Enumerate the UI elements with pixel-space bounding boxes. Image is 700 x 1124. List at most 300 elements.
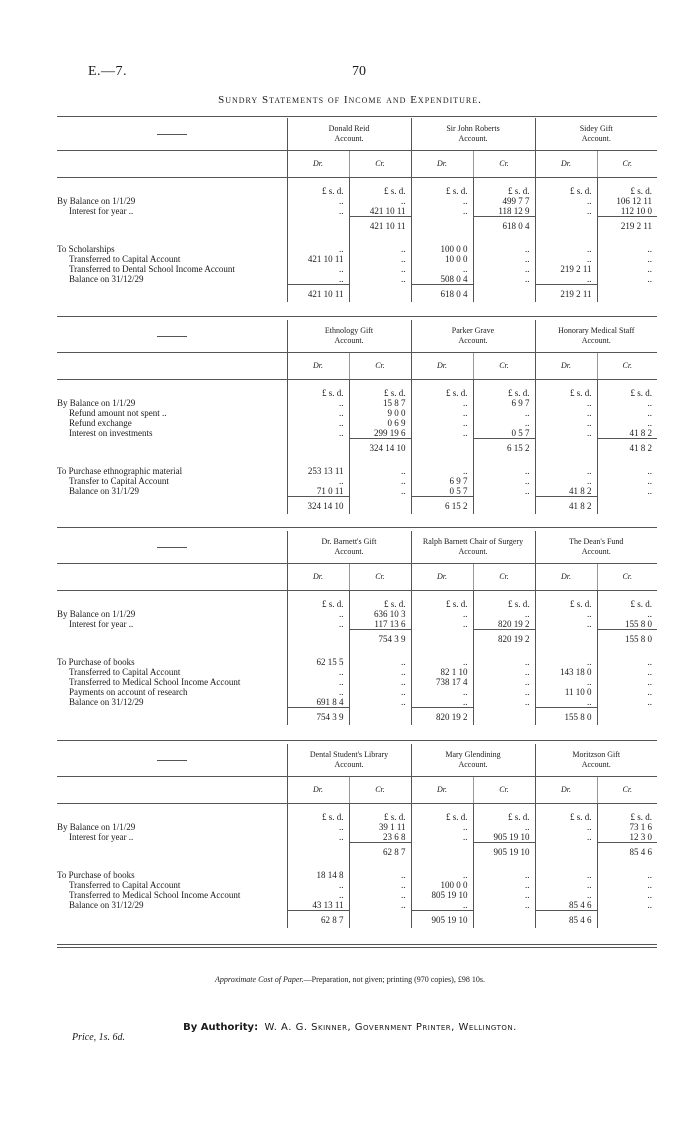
amount-cell: 6 9 7	[411, 476, 473, 486]
account-name: Mary Glendining	[445, 750, 501, 759]
total-label	[57, 630, 287, 648]
amount-cell: ..	[349, 264, 411, 274]
total-cell: 85 4 6	[597, 843, 657, 861]
amount-cell: ..	[411, 428, 473, 439]
amount-cell: ..	[535, 418, 597, 428]
dr-heading: Dr.	[287, 353, 349, 380]
amount-cell: ..	[535, 832, 597, 843]
spacer	[411, 234, 473, 244]
amount-cell: 15 8 7	[349, 398, 411, 408]
spacer	[597, 456, 657, 466]
entry-text: Transferred to Dental School Income Account	[69, 264, 235, 274]
amount-cell: 100 0 0	[411, 244, 473, 254]
amount-cell: ..	[535, 822, 597, 832]
account-name: Honorary Medical Staff	[558, 326, 635, 335]
amount-cell: 905 19 10	[473, 832, 535, 843]
rule	[57, 116, 657, 117]
amount-cell: ..	[473, 667, 535, 677]
total-cell: 324 14 10	[349, 439, 411, 457]
entry-label	[57, 619, 287, 630]
spacer	[411, 591, 473, 600]
spacer	[349, 456, 411, 466]
spacer	[349, 234, 411, 244]
account-sub: Account.	[458, 547, 488, 556]
amount-cell: 82 1 10	[411, 667, 473, 677]
total-cell: 6 15 2	[473, 439, 535, 457]
total-label	[57, 708, 287, 726]
amount-cell: ..	[411, 264, 473, 274]
cr-heading: Cr.	[597, 564, 657, 591]
total-cell	[597, 285, 657, 303]
amount-cell: ..	[597, 870, 657, 880]
currency-heading: £ s. d.	[597, 388, 657, 398]
spacer	[57, 178, 287, 187]
spacer	[411, 804, 473, 813]
spacer	[411, 456, 473, 466]
currency-heading: £ s. d.	[535, 388, 597, 398]
total-cell	[535, 843, 597, 861]
total-cell: 219 2 11	[535, 285, 597, 303]
spacer	[597, 804, 657, 813]
total-cell: 62 8 7	[349, 843, 411, 861]
entry-label	[57, 890, 287, 900]
spacer	[597, 591, 657, 600]
entry-text: Transfer to Capital Account	[69, 476, 169, 486]
entry-label	[57, 657, 287, 667]
account-header	[287, 320, 411, 353]
amount-cell: 143 18 0	[535, 667, 597, 677]
amount-cell: ..	[535, 408, 597, 418]
rule	[57, 316, 657, 317]
currency-heading: £ s. d.	[597, 186, 657, 196]
amount-cell: ..	[535, 677, 597, 687]
amount-cell: ..	[411, 398, 473, 408]
currency-heading: £ s. d.	[287, 388, 349, 398]
entry-text: Payments on account of research	[69, 687, 188, 697]
amount-cell: ..	[535, 206, 597, 217]
dr-heading: Dr.	[535, 353, 597, 380]
amount-cell: 0 5 7	[473, 428, 535, 439]
amount-cell: ..	[349, 667, 411, 677]
spacer	[473, 860, 535, 870]
amount-cell: ..	[473, 890, 535, 900]
currency-heading: £ s. d.	[411, 186, 473, 196]
header-blank	[57, 531, 287, 564]
entry-text: Interest for year ..	[69, 206, 134, 216]
amount-cell: 106 12 11	[597, 196, 657, 206]
amount-cell: ..	[535, 398, 597, 408]
amount-cell: 508 0 4	[411, 274, 473, 285]
amount-cell: ..	[473, 880, 535, 890]
entry-text: By Balance on 1/1/29	[57, 196, 136, 206]
total-cell: 155 8 0	[597, 630, 657, 648]
currency-heading: £ s. d.	[597, 812, 657, 822]
spacer	[411, 647, 473, 657]
amount-cell: ..	[411, 832, 473, 843]
document-reference: E.—7.	[88, 64, 128, 79]
entry-label	[57, 264, 287, 274]
amount-cell: ..	[535, 609, 597, 619]
amount-cell: ..	[535, 196, 597, 206]
total-cell	[349, 497, 411, 515]
spacer	[473, 591, 535, 600]
amount-cell: 43 13 11	[287, 900, 349, 911]
entry-label	[57, 196, 287, 206]
amount-cell: ..	[349, 890, 411, 900]
amount-cell: ..	[473, 466, 535, 476]
account-sub: Account.	[581, 134, 611, 143]
statement-block	[57, 118, 657, 302]
entry-text: Refund exchange	[69, 418, 132, 428]
entry-label	[57, 206, 287, 217]
amount-cell: ..	[473, 900, 535, 911]
entry-text: Interest for year ..	[69, 619, 134, 629]
currency-heading: £ s. d.	[473, 599, 535, 609]
price: Price, 1s. 6d.	[72, 1032, 126, 1043]
cr-heading: Cr.	[349, 564, 411, 591]
total-cell	[473, 285, 535, 303]
account-name: Ralph Barnett Chair of Surgery	[422, 537, 524, 546]
account-sub: Account.	[581, 760, 611, 769]
amount-cell: ..	[349, 466, 411, 476]
entry-label	[57, 476, 287, 486]
amount-cell: ..	[411, 657, 473, 667]
spacer	[349, 647, 411, 657]
account-sub: Account.	[581, 336, 611, 345]
total-cell	[411, 630, 473, 648]
total-cell: 820 19 2	[411, 708, 473, 726]
entry-label	[57, 832, 287, 843]
amount-cell: ..	[597, 398, 657, 408]
label-blank	[57, 151, 287, 178]
entry-text: Transferred to Capital Account	[69, 254, 181, 264]
spacer	[535, 591, 597, 600]
amount-cell: ..	[535, 880, 597, 890]
entry-text: By Balance on 1/1/29	[57, 822, 136, 832]
currency-heading: £ s. d.	[411, 599, 473, 609]
cr-heading: Cr.	[349, 777, 411, 804]
account-sub: Account.	[458, 760, 488, 769]
amount-cell: ..	[287, 667, 349, 677]
entry-label	[57, 254, 287, 264]
amount-cell: ..	[535, 619, 597, 630]
amount-cell: ..	[287, 264, 349, 274]
spacer	[287, 647, 349, 657]
amount-cell: 18 14 8	[287, 870, 349, 880]
entry-text: To Purchase of books	[57, 870, 135, 880]
spacer	[535, 647, 597, 657]
currency-heading: £ s. d.	[473, 186, 535, 196]
entry-text: Balance on 31/12/29	[69, 697, 144, 707]
label-blank	[57, 812, 287, 822]
currency-heading: £ s. d.	[349, 388, 411, 398]
total-cell: 421 10 11	[349, 217, 411, 235]
amount-cell: ..	[535, 254, 597, 264]
entry-label	[57, 486, 287, 497]
total-cell	[287, 217, 349, 235]
spacer	[287, 591, 349, 600]
spacer	[57, 380, 287, 389]
entry-text: Balance on 31/12/29	[69, 900, 144, 910]
amount-cell: ..	[597, 667, 657, 677]
spacer	[597, 380, 657, 389]
entry-text: Balance on 31/12/29	[69, 274, 144, 284]
amount-cell: ..	[287, 687, 349, 697]
spacer	[57, 860, 287, 870]
amount-cell: 9 0 0	[349, 408, 411, 418]
double-rule	[57, 944, 657, 948]
amount-cell: ..	[287, 418, 349, 428]
total-cell	[535, 630, 597, 648]
amount-cell: ..	[287, 832, 349, 843]
entry-label	[57, 408, 287, 418]
amount-cell: 691 8 4	[287, 697, 349, 708]
entry-text: Interest on investments	[69, 428, 153, 438]
amount-cell: ..	[535, 274, 597, 285]
entry-text: Refund amount not spent ..	[69, 408, 167, 418]
account-sub: Account.	[581, 547, 611, 556]
entry-text: To Purchase ethnographic material	[57, 466, 183, 476]
currency-heading: £ s. d.	[473, 388, 535, 398]
amount-cell: ..	[473, 476, 535, 486]
label-blank	[57, 599, 287, 609]
amount-cell: 805 19 10	[411, 890, 473, 900]
amount-cell: ..	[349, 274, 411, 285]
account-name: Ethnology Gift	[324, 326, 374, 335]
dr-heading: Dr.	[535, 564, 597, 591]
amount-cell: ..	[597, 609, 657, 619]
amount-cell: 421 10 11	[287, 254, 349, 264]
amount-cell: ..	[473, 244, 535, 254]
total-cell	[411, 439, 473, 457]
amount-cell: 73 1 6	[597, 822, 657, 832]
account-name: Dr. Barnett's Gift	[321, 537, 377, 546]
page-number: 70	[352, 64, 366, 79]
account-name: Donald Reid	[328, 124, 370, 133]
currency-heading: £ s. d.	[287, 599, 349, 609]
spacer	[57, 804, 287, 813]
total-cell	[473, 911, 535, 929]
amount-cell: ..	[535, 466, 597, 476]
amount-cell: ..	[349, 486, 411, 497]
amount-cell: ..	[473, 822, 535, 832]
amount-cell: ..	[287, 428, 349, 439]
total-cell: 905 19 10	[473, 843, 535, 861]
authority-text: W. A. G. Skinner, Government Printer, Wellington.	[264, 1022, 517, 1033]
entry-label	[57, 428, 287, 439]
amount-cell: ..	[473, 697, 535, 708]
amount-cell: 39 1 11	[349, 822, 411, 832]
entry-label	[57, 822, 287, 832]
amount-cell: 62 15 5	[287, 657, 349, 667]
amount-cell: 41 8 2	[597, 428, 657, 439]
amount-cell: 636 10 3	[349, 609, 411, 619]
entry-label	[57, 398, 287, 408]
amount-cell: ..	[597, 466, 657, 476]
total-cell: 41 8 2	[535, 497, 597, 515]
total-label	[57, 217, 287, 235]
amount-cell: ..	[411, 822, 473, 832]
account-header	[411, 744, 535, 777]
label-blank	[57, 564, 287, 591]
amount-cell: ..	[349, 657, 411, 667]
spacer	[287, 380, 349, 389]
amount-cell: ..	[411, 609, 473, 619]
total-cell	[349, 708, 411, 726]
amount-cell: ..	[349, 476, 411, 486]
account-header	[411, 118, 535, 151]
total-cell: 421 10 11	[287, 285, 349, 303]
currency-heading: £ s. d.	[473, 812, 535, 822]
amount-cell: ..	[597, 264, 657, 274]
currency-heading: £ s. d.	[535, 599, 597, 609]
spacer	[535, 234, 597, 244]
label-blank	[57, 777, 287, 804]
total-cell: 6 15 2	[411, 497, 473, 515]
spacer	[597, 860, 657, 870]
amount-cell: ..	[411, 196, 473, 206]
account-header	[535, 320, 657, 353]
spacer	[535, 456, 597, 466]
amount-cell: ..	[535, 697, 597, 708]
total-cell	[349, 911, 411, 929]
amount-cell: ..	[411, 408, 473, 418]
cost-note	[0, 975, 700, 984]
amount-cell: ..	[597, 657, 657, 667]
amount-cell: 41 8 2	[535, 486, 597, 497]
dr-heading: Dr.	[411, 151, 473, 178]
amount-cell: 219 2 11	[535, 264, 597, 274]
currency-heading: £ s. d.	[411, 388, 473, 398]
total-label	[57, 285, 287, 303]
amount-cell: ..	[287, 677, 349, 687]
amount-cell: 112 10 0	[597, 206, 657, 217]
statement-table	[57, 531, 657, 725]
amount-cell: 253 13 11	[287, 466, 349, 476]
spacer	[57, 647, 287, 657]
amount-cell: ..	[349, 870, 411, 880]
amount-cell: 12 3 0	[597, 832, 657, 843]
amount-cell: ..	[597, 880, 657, 890]
amount-cell: ..	[535, 657, 597, 667]
amount-cell: ..	[473, 687, 535, 697]
cr-heading: Cr.	[473, 151, 535, 178]
dr-heading: Dr.	[287, 151, 349, 178]
spacer	[473, 647, 535, 657]
account-name: Moritzson Gift	[572, 750, 621, 759]
cr-heading: Cr.	[473, 353, 535, 380]
amount-cell: ..	[411, 870, 473, 880]
dr-heading: Dr.	[287, 777, 349, 804]
currency-heading: £ s. d.	[287, 186, 349, 196]
spacer	[473, 178, 535, 187]
account-sub: Account.	[458, 134, 488, 143]
entry-label	[57, 667, 287, 677]
amount-cell: ..	[287, 476, 349, 486]
total-cell	[597, 911, 657, 929]
total-cell	[411, 217, 473, 235]
amount-cell: ..	[411, 900, 473, 911]
account-header	[411, 531, 535, 564]
cr-heading: Cr.	[473, 564, 535, 591]
account-sub: Account.	[334, 134, 364, 143]
amount-cell: ..	[473, 657, 535, 667]
entry-text: To Purchase of books	[57, 657, 135, 667]
currency-heading: £ s. d.	[349, 599, 411, 609]
spacer	[349, 178, 411, 187]
header-blank	[57, 320, 287, 353]
amount-cell: ..	[349, 244, 411, 254]
amount-cell: ..	[597, 486, 657, 497]
total-cell: 820 19 2	[473, 630, 535, 648]
spacer	[411, 178, 473, 187]
entry-text: Balance on 31/1/29	[69, 486, 139, 496]
spacer	[57, 234, 287, 244]
entry-label	[57, 900, 287, 911]
amount-cell: 100 0 0	[411, 880, 473, 890]
spacer	[349, 380, 411, 389]
entry-label	[57, 677, 287, 687]
spacer	[535, 804, 597, 813]
amount-cell: ..	[349, 880, 411, 890]
amount-cell: ..	[411, 466, 473, 476]
amount-cell: 421 10 11	[349, 206, 411, 217]
account-header	[287, 118, 411, 151]
account-sub: Account.	[334, 547, 364, 556]
account-header	[287, 744, 411, 777]
amount-cell: ..	[411, 619, 473, 630]
total-cell: 155 8 0	[535, 708, 597, 726]
account-name: The Dean's Fund	[569, 537, 624, 546]
amount-cell: ..	[349, 687, 411, 697]
total-cell	[287, 439, 349, 457]
amount-cell: ..	[349, 254, 411, 264]
account-name: Dental Student's Library	[309, 750, 389, 759]
currency-heading: £ s. d.	[349, 812, 411, 822]
amount-cell: ..	[597, 408, 657, 418]
entry-text: To Scholarships	[57, 244, 115, 254]
statement-table	[57, 320, 657, 514]
amount-cell: ..	[287, 196, 349, 206]
total-label	[57, 497, 287, 515]
spacer	[473, 380, 535, 389]
amount-cell: ..	[473, 609, 535, 619]
cost-label: Approximate Cost of Paper.	[215, 975, 304, 984]
amount-cell: ..	[287, 822, 349, 832]
total-cell: 219 2 11	[597, 217, 657, 235]
entry-text: Transferred to Medical School Income Account	[69, 677, 241, 687]
amount-cell: 11 10 0	[535, 687, 597, 697]
authority-label: By Authority:	[183, 1022, 259, 1033]
statement-block	[57, 531, 657, 725]
amount-cell: ..	[349, 677, 411, 687]
amount-cell: ..	[287, 609, 349, 619]
amount-cell: ..	[597, 418, 657, 428]
amount-cell: ..	[349, 900, 411, 911]
spacer	[287, 804, 349, 813]
rule	[57, 740, 657, 741]
account-sub: Account.	[334, 760, 364, 769]
amount-cell: ..	[535, 476, 597, 486]
amount-cell: ..	[597, 244, 657, 254]
amount-cell: 23 6 8	[349, 832, 411, 843]
amount-cell: 117 13 6	[349, 619, 411, 630]
cr-heading: Cr.	[597, 777, 657, 804]
spacer	[597, 178, 657, 187]
amount-cell: ..	[411, 687, 473, 697]
spacer	[287, 178, 349, 187]
spacer	[473, 804, 535, 813]
